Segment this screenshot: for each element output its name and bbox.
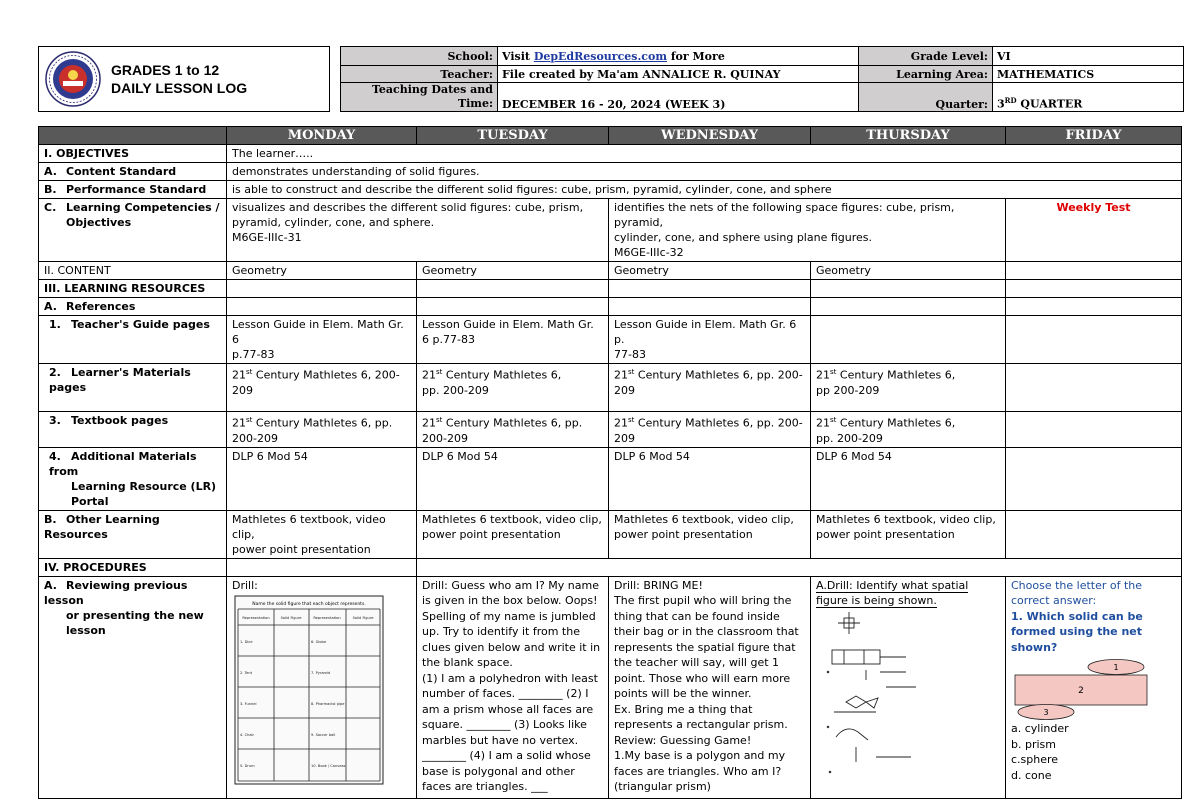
am-mon: DLP 6 Mod 54 bbox=[227, 447, 417, 510]
weekly-test-label: Weekly Test bbox=[1006, 199, 1182, 262]
svg-text:8. Pharmacist pipe: 8. Pharmacist pipe bbox=[311, 701, 345, 706]
competency-mon-tue: visualizes and describes the different solid figures: cube, prism, pyramid, cylinder, cone, and sphere. M6GE-IIIc-31 bbox=[227, 199, 609, 262]
am-thu: DLP 6 Mod 54 bbox=[811, 447, 1006, 510]
teaching-dates-label: Teaching Dates and Time: bbox=[341, 83, 498, 112]
grade-level-value: VI bbox=[993, 47, 1184, 66]
tb-tue: 21st Century Mathletes 6, pp. 200-209 bbox=[417, 412, 609, 448]
objectives-value: The learner….. bbox=[227, 145, 1182, 163]
drill-worksheet-image bbox=[234, 595, 384, 785]
svg-text:1: 1 bbox=[1113, 663, 1119, 673]
learning-area-label: Learning Area: bbox=[859, 66, 993, 83]
logo-title-cell bbox=[39, 47, 330, 112]
performance-standard-value: is able to construct and describe the different solid figures: cube, prism, pyramid, cylinder, cone, and sphere bbox=[227, 181, 1182, 199]
am-wed: DLP 6 Mod 54 bbox=[609, 447, 811, 510]
tb-mon: 21st Century Mathletes 6, pp. 200-209 bbox=[227, 412, 417, 448]
content-thu: Geometry bbox=[811, 262, 1006, 280]
textbook-pages-label: 3. Textbook pages bbox=[39, 412, 227, 448]
references-label: A. References bbox=[39, 298, 227, 316]
reviewing-lesson-label: A. Reviewing previous lesson or presenting the new lesson bbox=[39, 576, 227, 798]
day-friday: FRIDAY bbox=[1006, 127, 1182, 145]
svg-text:Representation: Representation bbox=[313, 615, 341, 620]
review-mon: Drill: Name the solid figure that each object represents. Representation Solid Figure Representation Solid Figure 1. Dice 2. Tent 3. Funnel 4. Chair 5. Drum 6. Globe 7. Pyramid 8. Pharmacist pipe 9. Soccer ball 10. Book / Canvass bbox=[227, 576, 417, 798]
teacher-value: File created by Ma'am ANNALICE R. QUINAY bbox=[498, 66, 859, 83]
quarter-label: Quarter: bbox=[859, 83, 993, 112]
content-fri bbox=[1006, 262, 1182, 280]
teachers-guide-label: 1. Teacher's Guide pages bbox=[39, 316, 227, 364]
day-monday: MONDAY bbox=[227, 127, 417, 145]
lm-mon: 21st Century Mathletes 6, 200- 209 bbox=[227, 364, 417, 412]
day-wednesday: WEDNESDAY bbox=[609, 127, 811, 145]
quarter-value: 3RD QUARTER bbox=[993, 83, 1184, 112]
svg-text:5. Drum: 5. Drum bbox=[240, 763, 255, 768]
tb-wed: 21st Century Mathletes 6, pp. 200- 209 bbox=[609, 412, 811, 448]
svg-text:Representation: Representation bbox=[242, 615, 270, 620]
lm-thu: 21st Century Mathletes 6, pp 200-209 bbox=[811, 364, 1006, 412]
olr-tue: Mathletes 6 textbook, video clip, power point presentation bbox=[417, 510, 609, 558]
additional-materials-label: 4. Additional Materials from Learning Resource (LR) Portal bbox=[39, 447, 227, 510]
worksheet-title: Name the solid figure that each object represents. bbox=[252, 601, 366, 607]
learning-area-value: MATHEMATICS bbox=[993, 66, 1184, 83]
grade-level-label: Grade Level: bbox=[859, 47, 993, 66]
content-standard-label: A. Content Standard bbox=[39, 163, 227, 181]
svg-text:10. Book / Canvass: 10. Book / Canvass bbox=[311, 763, 346, 768]
lesson-log-table bbox=[38, 126, 1182, 799]
spatial-figures-sketch bbox=[816, 612, 936, 782]
content-tue: Geometry bbox=[417, 262, 609, 280]
competency-wed-thu: identifies the nets of the following space figures: cube, prism, pyramid, cylinder, cone, and sphere using plane figures. M6GE-IIIc-32 bbox=[609, 199, 1006, 262]
deped-seal-logo bbox=[45, 51, 101, 107]
review-thu: A.Drill: Identify what spatial figure is being shown. bbox=[811, 576, 1006, 798]
content-standard-value: demonstrates understanding of solid figures. bbox=[227, 163, 1182, 181]
other-resources-label: B. Other Learning Resources bbox=[39, 510, 227, 558]
day-thursday: THURSDAY bbox=[811, 127, 1006, 145]
tb-thu: 21st Century Mathletes 6, pp. 200-209 bbox=[811, 412, 1006, 448]
tg-wed: Lesson Guide in Elem. Math Gr. 6 p. 77-83 bbox=[609, 316, 811, 364]
review-tue: Drill: Guess who am I? My name is given in the box below. Oops! Spelling of my name is jumbled up. Try to identify it from the clues given below and write it in the blank space. (1) I am a polyhedron with least number of faces. ________ (2) I am a prism whose all faces are square. ________ (3) Looks like marbles but have no vertex. ________ (4) I am a solid whose base is polygonal and other faces are triangles. ___ bbox=[417, 576, 609, 798]
svg-text:9. Soccer ball: 9. Soccer ball bbox=[311, 732, 336, 737]
svg-text:4. Chair: 4. Chair bbox=[240, 732, 255, 737]
lm-tue: 21st Century Mathletes 6, pp. 200-209 bbox=[417, 364, 609, 412]
depedresources-link[interactable]: DepEdResources.com bbox=[533, 49, 667, 63]
teacher-label: Teacher: bbox=[341, 66, 498, 83]
day-header-row bbox=[39, 127, 1182, 145]
content-label: II. CONTENT bbox=[39, 262, 227, 280]
svg-text:3: 3 bbox=[1043, 708, 1049, 718]
objectives-label: I. OBJECTIVES bbox=[39, 145, 227, 163]
header-table bbox=[38, 46, 1184, 112]
school-value: Visit DepEdResources.com for More bbox=[498, 47, 859, 66]
svg-text:6. Globe: 6. Globe bbox=[311, 639, 327, 644]
title-line-2: DAILY LESSON LOG bbox=[111, 80, 248, 96]
content-mon: Geometry bbox=[227, 262, 417, 280]
lm-wed: 21st Century Mathletes 6, pp. 200- 209 bbox=[609, 364, 811, 412]
olr-thu: Mathletes 6 textbook, video clip, power point presentation bbox=[811, 510, 1006, 558]
svg-text:Solid Figure: Solid Figure bbox=[352, 615, 374, 620]
svg-text:3. Funnel: 3. Funnel bbox=[240, 701, 257, 706]
svg-text:2: 2 bbox=[1078, 686, 1084, 697]
svg-text:Solid Figure: Solid Figure bbox=[280, 615, 302, 620]
olr-mon: Mathletes 6 textbook, video clip, power point presentation bbox=[227, 510, 417, 558]
procedures-label: IV. PROCEDURES bbox=[39, 558, 227, 576]
day-header-blank bbox=[39, 127, 227, 145]
olr-wed: Mathletes 6 textbook, video clip, power point presentation bbox=[609, 510, 811, 558]
title-line-1: GRADES 1 to 12 bbox=[111, 62, 220, 78]
learning-competencies-label: C. Learning Competencies / Objectives bbox=[39, 199, 227, 262]
day-tuesday: TUESDAY bbox=[417, 127, 609, 145]
teaching-dates-value: DECEMBER 16 - 20, 2024 (WEEK 3) bbox=[498, 83, 859, 112]
learners-materials-label: 2. Learner's Materials pages bbox=[39, 364, 227, 412]
net-diagram bbox=[1011, 659, 1161, 721]
svg-text:2. Tent: 2. Tent bbox=[240, 670, 253, 675]
performance-standard-label: B. Performance Standard bbox=[39, 181, 227, 199]
svg-text:7. Pyramid: 7. Pyramid bbox=[311, 670, 331, 675]
tg-tue: Lesson Guide in Elem. Math Gr. 6 p.77-83 bbox=[417, 316, 609, 364]
content-wed: Geometry bbox=[609, 262, 811, 280]
svg-text:1. Dice: 1. Dice bbox=[240, 639, 253, 644]
school-label: School: bbox=[341, 47, 498, 66]
am-tue: DLP 6 Mod 54 bbox=[417, 447, 609, 510]
review-fri: Choose the letter of the correct answer: 1. Which solid can be formed using the net shown? 1 2 3 a. cylinder b. prism c.sphere d. cone bbox=[1006, 576, 1182, 798]
tg-mon: Lesson Guide in Elem. Math Gr. 6 p.77-83 bbox=[227, 316, 417, 364]
review-wed: Drill: BRING ME! The first pupil who will bring the thing that can be found inside their bag or in the classroom that represents the spatial figure that the teacher will say, will get 1 point. Those who will earn more points will be the winner. Ex. Bring me a thing that represents a rectangular prism. Review: Guessing Game! 1.My base is a polygon and my faces are triangles. Who am I? (triangular prism) bbox=[609, 576, 811, 798]
learning-resources-label: III. LEARNING RESOURCES bbox=[39, 280, 227, 298]
